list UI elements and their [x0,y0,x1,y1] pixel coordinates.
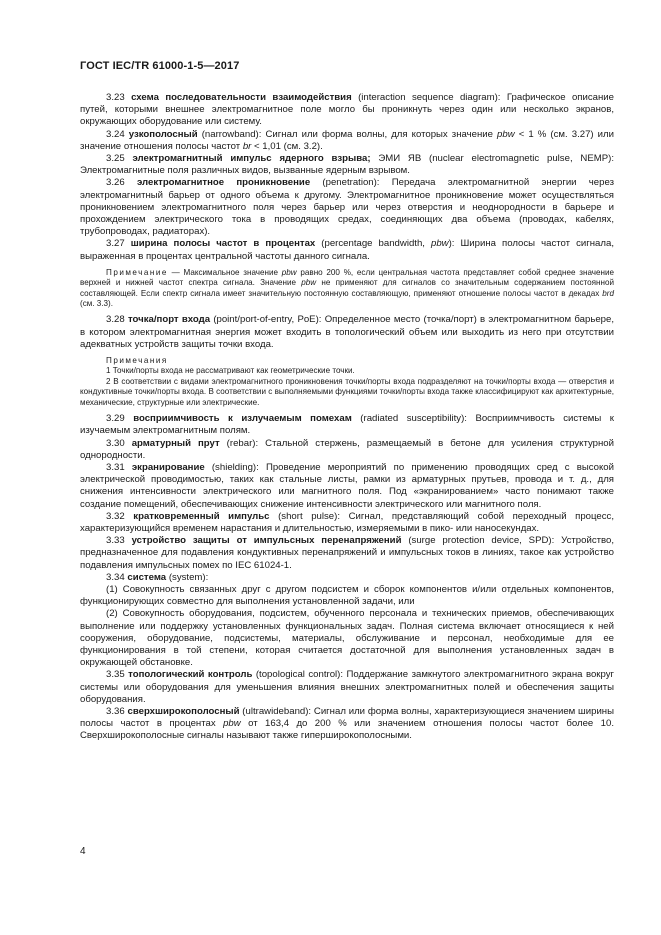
note-segment: равно 200 %, если центральная частота представляет собой среднее значение верхней и нижней частот спектра сигнала. Значение [80,267,614,288]
term-definition: (rebar): Стальной стержень, размещаемый в бетоне для усиления структурной однородности. [80,437,614,461]
note-label: Примечание [106,267,168,277]
term-3-23 [80,92,614,129]
term-definition: (shielding): Проведение мероприятий по применению проводящих сред с высокой электрической проводимостью, таких как стальные листы, рамки из арматурных прутьев, провода и т. д., для снижения интенсивности электрического или магнитного поля. Под «экранированием» часто понимают также создание помещений, обеспечивающих снижение интенсивности электрического или магнитного поля. [80,461,614,510]
symbol: pbw [223,718,241,730]
term-definition: от 163,4 до 200 % или значением отношения полосы частот более 10. Сверхширокополосные сигналы называют также гиперширокополосными. [80,718,614,742]
term-title: арматурный прут [131,437,220,449]
term-3-35 [80,669,614,706]
document-body [80,92,614,743]
symbol: brd [602,288,614,298]
term-number: 3.24 [106,128,125,140]
term-number: 3.34 [106,571,125,583]
definition-item-2: (2) Совокупность оборудования, подсистем, обученного персонала и технических приемов, обеспечивающих выполнение или поддержку установленных функциональных задач. Полная система включает относящиеся к ней сооружения, оборудование, подсистемы, материалы, обслуживание и персонал, необходимые для ее функционирования в той степени, которая считается достаточной для выполнения установленных задач в окружающей обстановке. [80,608,614,669]
term-title: кратковременный импульс [133,510,270,522]
term-title: электромагнитный импульс ядерного взрыва; [132,153,371,165]
term-definition: (short pulse): Сигнал, представляющий собой переходный процесс, характеризующийся временем нарастания и длительностью, измеряемыми в пико- или наносекундах. [80,510,614,534]
term-definition: ЭМИ ЯВ (nuclear electromagnetic pulse, NEMP): Электромагнитные поля различных видов, вызванные ядерным взрывом. [80,153,614,177]
term-number: 3.27 [106,238,125,250]
note-segment: — Максимальное значение [167,267,282,277]
note-text [80,268,614,310]
term-definition: (radiated susceptibility): Восприимчивость системы к изучаемым электромагнитным полям. [80,413,614,437]
symbol: pbw [497,128,515,140]
symbol: br [242,140,252,152]
term-definition: (point/port-of-entry, PoE): Определенное место (точка/порт) в электромагнитном барьере, в котором электромагнитная энергия может входить в топологический объем или выходить из него при отсутствии адекватных устройств защиты точки входа. [80,314,614,350]
term-definition: (ultrawideband): Сигнал или форма волны, характеризующиеся значением ширины полосы частот в процентах [80,705,614,730]
term-definition: (interaction sequence diagram): Графическое описание путей, которыми внешнее электромагнитное поле могло бы проникнуть через один или несколько экранов, окружающих оборудование или систему. [80,92,614,128]
term-3-30 [80,438,614,462]
term-3-25 [80,153,614,177]
term-number: 3.32 [106,510,125,522]
term-number: 3.29 [106,413,125,425]
term-number: 3.25 [106,153,125,165]
term-number: 3.36 [106,705,125,717]
term-number: 3.33 [106,535,125,547]
term-number: 3.31 [106,461,125,473]
symbol: pbw [281,267,297,277]
note-item-2: 2 В соответствии с видами электромагнитного проникновения точки/порты входа подразделяют на точки/порты входа — отверстия и кондуктивные точки/порты входа. В соответствии с выполняемыми функциями точки/порты входа также классифицируют как архитектурные, механические, структурные или электрические. [80,376,614,407]
definition-item-1: (1) Совокупность связанных друг с другом подсистем и сборок компонентов и/или отдельных компонентов, функционирующих совместно для выполнения установленной задачи, или [80,583,614,608]
symbol: pbw [431,238,449,250]
term-title: устройство защиты от импульсных перенапряжений [131,535,402,547]
term-title: топологический контроль [128,669,253,681]
term-3-32 [80,511,614,535]
term-definition: (narrowband): Сигнал или форма волны, для которых значение [197,128,498,140]
term-definition: (percentage bandwidth, [315,238,431,250]
term-number: 3.26 [106,177,125,189]
term-title: система [127,571,167,583]
term-3-24 [80,129,614,153]
term-number: 3.23 [106,92,125,103]
term-title: точка/порт входа [127,314,211,326]
term-3-29 [80,413,614,437]
term-definition: < 1 % (см. 3.27) или значение отношения полосы частот [80,128,614,152]
term-title: восприимчивость к излучаемым помехам [133,413,352,425]
term-title: узкополосный [128,128,198,140]
term-number: 3.30 [106,437,125,449]
term-number: 3.28 [106,314,125,326]
term-title: электромагнитное проникновение [136,177,311,189]
symbol: pbw [301,278,317,288]
term-title: экранирование [131,461,205,473]
term-3-31 [80,462,614,511]
term-title: сверхширокополосный [127,705,240,717]
note-item-1: 1 Точки/порты входа не рассматривают как геометрические точки. [106,366,355,376]
notes-3-28 [80,356,614,408]
term-3-27 [80,238,614,262]
term-number: 3.35 [106,669,125,681]
term-definition: (topological control): Поддержание замкнутого электромагнитного экрана вокруг системы или оборудования для уменьшения влияния внешних электромагнитных полей и обеспечения защиты оборудования. [80,669,614,705]
notes-heading [80,356,614,366]
term-title: ширина полосы частот в процентах [130,238,316,250]
term-3-34 [80,572,614,584]
note-3-27 [80,268,614,310]
term-3-26 [80,177,614,238]
note-label: Примечания [106,356,168,366]
note-segment: (см. 3.3). [80,299,113,309]
term-definition: (surge protection device, SPD): Устройство, предназначенное для подавления кондуктивных перенапряжений и импульсных токов в линиях, такое как устройство подавления импульсных помех по IEC 61024-1. [80,535,614,571]
term-definition: (penetration): Передача электромагнитной энергии через электромагнитный барьер от одного объема к другому. Электромагнитное проникновение может осуществляться проникновением электромагнитного поля через барьер или через отверстия и неоднородности в барьере и прохождением электрического тока в проводящих средах, соединяющих два объема (проводах, кабелях, трубопроводах, радиаторах). [80,177,614,238]
page-number: 4 [80,846,86,857]
term-title: схема последовательности взаимодействия [131,92,352,103]
document-header: ГОСТ IEC/TR 61000-1-5—2017 [80,60,240,72]
term-3-36 [80,706,614,743]
term-definition: (system): [166,571,209,583]
term-3-33 [80,535,614,572]
note-segment: не применяют для сигналов со значительным содержанием постоянной составляющей. Если спектр сигнала имеет значительную постоянную составляющую, применяют отношение полосы частот в декадах [80,278,614,298]
term-3-28 [80,314,614,351]
term-definition: < 1,01 (см. 3.2). [251,140,323,152]
term-definition: ): Ширина полосы частот сигнала, выраженная в процентах центральной частоты данного сигнала. [80,238,614,262]
